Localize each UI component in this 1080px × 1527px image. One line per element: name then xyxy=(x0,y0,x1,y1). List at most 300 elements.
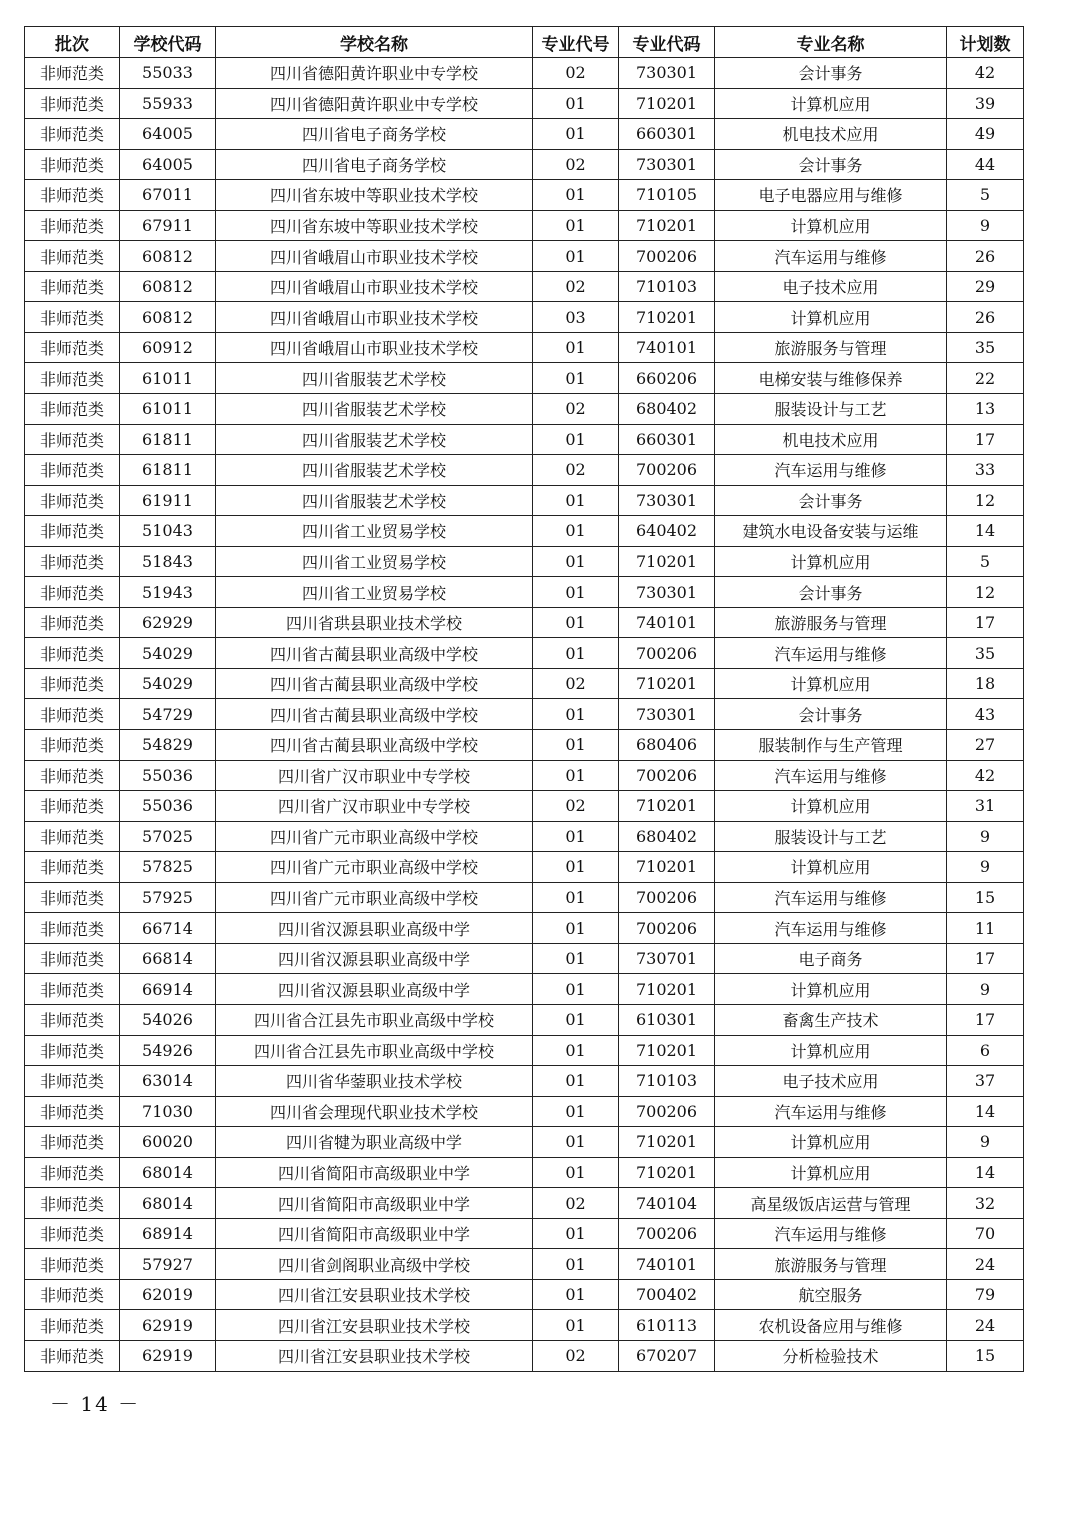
cell-batch: 非师范类 xyxy=(25,302,120,333)
cell-batch: 非师范类 xyxy=(25,149,120,180)
cell-school-code: 51943 xyxy=(120,577,216,608)
header-batch: 批次 xyxy=(25,27,120,58)
cell-major-code: 680402 xyxy=(619,821,715,852)
cell-major-code: 730301 xyxy=(619,58,715,89)
cell-plan-count: 79 xyxy=(947,1279,1024,1310)
cell-major-name: 建筑水电设备安装与运维 xyxy=(715,516,947,547)
cell-major-number: 01 xyxy=(533,882,619,913)
cell-major-name: 会计事务 xyxy=(715,699,947,730)
cell-plan-count: 32 xyxy=(947,1188,1024,1219)
cell-school-code: 60020 xyxy=(120,1127,216,1158)
cell-major-code: 700206 xyxy=(619,760,715,791)
table-row xyxy=(25,546,1024,577)
cell-major-name: 计算机应用 xyxy=(715,546,947,577)
cell-plan-count: 29 xyxy=(947,271,1024,302)
cell-major-code: 730301 xyxy=(619,149,715,180)
table-row xyxy=(25,485,1024,516)
cell-plan-count: 39 xyxy=(947,88,1024,119)
cell-batch: 非师范类 xyxy=(25,1340,120,1371)
cell-school-code: 60812 xyxy=(120,302,216,333)
cell-school-code: 67011 xyxy=(120,180,216,211)
cell-major-code: 710201 xyxy=(619,791,715,822)
cell-school-name: 四川省服装艺术学校 xyxy=(216,363,533,394)
table-row xyxy=(25,271,1024,302)
cell-major-name: 会计事务 xyxy=(715,485,947,516)
cell-major-code: 700206 xyxy=(619,913,715,944)
header-school-name: 学校名称 xyxy=(216,27,533,58)
cell-major-name: 计算机应用 xyxy=(715,791,947,822)
cell-batch: 非师范类 xyxy=(25,1035,120,1066)
cell-plan-count: 49 xyxy=(947,119,1024,150)
cell-major-code: 730301 xyxy=(619,485,715,516)
cell-major-number: 01 xyxy=(533,180,619,211)
cell-plan-count: 24 xyxy=(947,1249,1024,1280)
cell-school-name: 四川省汉源县职业高级中学 xyxy=(216,943,533,974)
cell-major-number: 01 xyxy=(533,210,619,241)
cell-plan-count: 37 xyxy=(947,1066,1024,1097)
cell-batch: 非师范类 xyxy=(25,546,120,577)
cell-batch: 非师范类 xyxy=(25,1096,120,1127)
enrollment-plan-table-container xyxy=(24,26,1023,1372)
cell-school-name: 四川省东坡中等职业技术学校 xyxy=(216,180,533,211)
cell-major-code: 710105 xyxy=(619,180,715,211)
cell-school-name: 四川省江安县职业技术学校 xyxy=(216,1310,533,1341)
table-row xyxy=(25,241,1024,272)
table-row xyxy=(25,1340,1024,1371)
cell-major-name: 计算机应用 xyxy=(715,302,947,333)
cell-school-name: 四川省德阳黄许职业中专学校 xyxy=(216,58,533,89)
cell-batch: 非师范类 xyxy=(25,821,120,852)
cell-major-name: 旅游服务与管理 xyxy=(715,332,947,363)
cell-batch: 非师范类 xyxy=(25,760,120,791)
cell-major-name: 电子技术应用 xyxy=(715,271,947,302)
cell-school-code: 55036 xyxy=(120,760,216,791)
cell-school-name: 四川省工业贸易学校 xyxy=(216,546,533,577)
cell-school-code: 55933 xyxy=(120,88,216,119)
cell-school-code: 61911 xyxy=(120,485,216,516)
cell-major-number: 01 xyxy=(533,1127,619,1158)
cell-school-code: 68914 xyxy=(120,1218,216,1249)
header-major-code: 专业代码 xyxy=(619,27,715,58)
cell-school-name: 四川省服装艺术学校 xyxy=(216,485,533,516)
cell-major-code: 640402 xyxy=(619,516,715,547)
cell-major-name: 会计事务 xyxy=(715,58,947,89)
cell-batch: 非师范类 xyxy=(25,913,120,944)
cell-batch: 非师范类 xyxy=(25,241,120,272)
cell-school-name: 四川省合江县先市职业高级中学校 xyxy=(216,1035,533,1066)
cell-school-code: 63014 xyxy=(120,1066,216,1097)
header-plan-count: 计划数 xyxy=(947,27,1024,58)
cell-major-number: 01 xyxy=(533,607,619,638)
cell-major-number: 03 xyxy=(533,302,619,333)
cell-major-name: 农机设备应用与维修 xyxy=(715,1310,947,1341)
cell-school-name: 四川省服装艺术学校 xyxy=(216,424,533,455)
cell-plan-count: 31 xyxy=(947,791,1024,822)
cell-major-number: 01 xyxy=(533,577,619,608)
cell-major-code: 680402 xyxy=(619,394,715,425)
cell-school-code: 54026 xyxy=(120,1004,216,1035)
cell-batch: 非师范类 xyxy=(25,363,120,394)
cell-major-code: 740104 xyxy=(619,1188,715,1219)
cell-major-name: 旅游服务与管理 xyxy=(715,1249,947,1280)
cell-school-name: 四川省珙县职业技术学校 xyxy=(216,607,533,638)
cell-batch: 非师范类 xyxy=(25,516,120,547)
cell-batch: 非师范类 xyxy=(25,699,120,730)
cell-school-code: 61011 xyxy=(120,394,216,425)
cell-major-code: 660301 xyxy=(619,119,715,150)
cell-batch: 非师范类 xyxy=(25,791,120,822)
cell-major-code: 660206 xyxy=(619,363,715,394)
cell-school-name: 四川省德阳黄许职业中专学校 xyxy=(216,88,533,119)
cell-major-code: 710201 xyxy=(619,1035,715,1066)
table-row xyxy=(25,363,1024,394)
cell-school-name: 四川省电子商务学校 xyxy=(216,119,533,150)
cell-batch: 非师范类 xyxy=(25,210,120,241)
cell-plan-count: 35 xyxy=(947,638,1024,669)
cell-school-code: 55036 xyxy=(120,791,216,822)
cell-major-number: 01 xyxy=(533,943,619,974)
header-major-number: 专业代号 xyxy=(533,27,619,58)
cell-plan-count: 27 xyxy=(947,730,1024,761)
enrollment-plan-table xyxy=(24,26,1024,1372)
table-row xyxy=(25,58,1024,89)
cell-plan-count: 22 xyxy=(947,363,1024,394)
cell-plan-count: 43 xyxy=(947,699,1024,730)
cell-batch: 非师范类 xyxy=(25,424,120,455)
cell-major-code: 700206 xyxy=(619,1218,715,1249)
cell-major-code: 660301 xyxy=(619,424,715,455)
table-row xyxy=(25,577,1024,608)
cell-batch: 非师范类 xyxy=(25,1279,120,1310)
cell-major-name: 汽车运用与维修 xyxy=(715,760,947,791)
table-row xyxy=(25,455,1024,486)
cell-major-number: 01 xyxy=(533,424,619,455)
cell-plan-count: 26 xyxy=(947,241,1024,272)
cell-major-code: 710103 xyxy=(619,271,715,302)
cell-major-code: 740101 xyxy=(619,607,715,638)
cell-plan-count: 9 xyxy=(947,210,1024,241)
cell-major-name: 计算机应用 xyxy=(715,1035,947,1066)
table-row xyxy=(25,791,1024,822)
table-row xyxy=(25,1096,1024,1127)
cell-school-code: 71030 xyxy=(120,1096,216,1127)
cell-plan-count: 12 xyxy=(947,577,1024,608)
cell-school-code: 68014 xyxy=(120,1157,216,1188)
cell-major-name: 服装制作与生产管理 xyxy=(715,730,947,761)
cell-major-number: 02 xyxy=(533,455,619,486)
cell-major-code: 610113 xyxy=(619,1310,715,1341)
table-row xyxy=(25,1066,1024,1097)
cell-major-name: 电梯安装与维修保养 xyxy=(715,363,947,394)
cell-school-code: 67911 xyxy=(120,210,216,241)
cell-school-code: 54829 xyxy=(120,730,216,761)
table-row xyxy=(25,943,1024,974)
cell-plan-count: 12 xyxy=(947,485,1024,516)
cell-major-code: 740101 xyxy=(619,332,715,363)
table-row xyxy=(25,1035,1024,1066)
cell-school-name: 四川省江安县职业技术学校 xyxy=(216,1279,533,1310)
cell-major-number: 01 xyxy=(533,516,619,547)
cell-batch: 非师范类 xyxy=(25,271,120,302)
cell-major-name: 计算机应用 xyxy=(715,974,947,1005)
table-row xyxy=(25,180,1024,211)
cell-school-name: 四川省峨眉山市职业技术学校 xyxy=(216,332,533,363)
cell-major-number: 02 xyxy=(533,271,619,302)
table-row xyxy=(25,302,1024,333)
cell-plan-count: 6 xyxy=(947,1035,1024,1066)
cell-plan-count: 5 xyxy=(947,180,1024,211)
cell-major-number: 01 xyxy=(533,852,619,883)
cell-batch: 非师范类 xyxy=(25,332,120,363)
cell-school-name: 四川省古蔺县职业高级中学校 xyxy=(216,730,533,761)
table-row xyxy=(25,974,1024,1005)
cell-batch: 非师范类 xyxy=(25,607,120,638)
cell-major-number: 01 xyxy=(533,974,619,1005)
cell-batch: 非师范类 xyxy=(25,88,120,119)
cell-major-name: 计算机应用 xyxy=(715,668,947,699)
cell-major-number: 01 xyxy=(533,241,619,272)
cell-batch: 非师范类 xyxy=(25,1249,120,1280)
cell-plan-count: 9 xyxy=(947,1127,1024,1158)
cell-major-code: 710201 xyxy=(619,546,715,577)
cell-major-name: 会计事务 xyxy=(715,577,947,608)
cell-batch: 非师范类 xyxy=(25,455,120,486)
cell-major-code: 700206 xyxy=(619,638,715,669)
cell-batch: 非师范类 xyxy=(25,1127,120,1158)
cell-major-number: 01 xyxy=(533,1310,619,1341)
cell-major-name: 分析检验技术 xyxy=(715,1340,947,1371)
cell-batch: 非师范类 xyxy=(25,1157,120,1188)
cell-major-name: 电子商务 xyxy=(715,943,947,974)
cell-school-name: 四川省广元市职业高级中学校 xyxy=(216,821,533,852)
cell-major-code: 710201 xyxy=(619,88,715,119)
table-row xyxy=(25,119,1024,150)
cell-major-number: 01 xyxy=(533,363,619,394)
cell-batch: 非师范类 xyxy=(25,1004,120,1035)
cell-major-number: 02 xyxy=(533,394,619,425)
cell-plan-count: 13 xyxy=(947,394,1024,425)
cell-school-code: 57825 xyxy=(120,852,216,883)
cell-major-name: 计算机应用 xyxy=(715,88,947,119)
cell-major-number: 01 xyxy=(533,1279,619,1310)
cell-plan-count: 17 xyxy=(947,607,1024,638)
cell-major-name: 服装设计与工艺 xyxy=(715,821,947,852)
cell-plan-count: 14 xyxy=(947,1096,1024,1127)
table-row xyxy=(25,1188,1024,1219)
cell-major-name: 服装设计与工艺 xyxy=(715,394,947,425)
cell-major-code: 710201 xyxy=(619,852,715,883)
cell-major-name: 会计事务 xyxy=(715,149,947,180)
cell-batch: 非师范类 xyxy=(25,1188,120,1219)
cell-plan-count: 9 xyxy=(947,852,1024,883)
cell-major-name: 汽车运用与维修 xyxy=(715,913,947,944)
cell-plan-count: 14 xyxy=(947,516,1024,547)
cell-plan-count: 42 xyxy=(947,760,1024,791)
cell-school-name: 四川省简阳市高级职业中学 xyxy=(216,1157,533,1188)
page-number: － 14 － xyxy=(50,1392,141,1416)
cell-major-name: 汽车运用与维修 xyxy=(715,638,947,669)
cell-major-name: 汽车运用与维修 xyxy=(715,455,947,486)
cell-school-code: 54029 xyxy=(120,638,216,669)
cell-school-name: 四川省峨眉山市职业技术学校 xyxy=(216,241,533,272)
header-school-code: 学校代码 xyxy=(120,27,216,58)
cell-school-code: 60912 xyxy=(120,332,216,363)
cell-major-number: 01 xyxy=(533,1066,619,1097)
cell-major-number: 01 xyxy=(533,332,619,363)
cell-batch: 非师范类 xyxy=(25,882,120,913)
cell-school-name: 四川省汉源县职业高级中学 xyxy=(216,913,533,944)
cell-school-name: 四川省会理现代职业技术学校 xyxy=(216,1096,533,1127)
cell-major-code: 700206 xyxy=(619,882,715,913)
cell-school-name: 四川省古蔺县职业高级中学校 xyxy=(216,699,533,730)
cell-school-code: 57925 xyxy=(120,882,216,913)
cell-school-name: 四川省古蔺县职业高级中学校 xyxy=(216,668,533,699)
table-row xyxy=(25,1279,1024,1310)
cell-plan-count: 35 xyxy=(947,332,1024,363)
header-major-name: 专业名称 xyxy=(715,27,947,58)
cell-major-name: 计算机应用 xyxy=(715,1157,947,1188)
cell-batch: 非师范类 xyxy=(25,1066,120,1097)
cell-major-name: 汽车运用与维修 xyxy=(715,1218,947,1249)
cell-major-code: 610301 xyxy=(619,1004,715,1035)
cell-major-number: 02 xyxy=(533,1340,619,1371)
cell-plan-count: 5 xyxy=(947,546,1024,577)
table-row xyxy=(25,668,1024,699)
cell-major-number: 01 xyxy=(533,88,619,119)
cell-major-number: 02 xyxy=(533,791,619,822)
cell-major-code: 710103 xyxy=(619,1066,715,1097)
cell-school-name: 四川省合江县先市职业高级中学校 xyxy=(216,1004,533,1035)
cell-school-code: 62929 xyxy=(120,607,216,638)
cell-batch: 非师范类 xyxy=(25,577,120,608)
cell-school-name: 四川省峨眉山市职业技术学校 xyxy=(216,271,533,302)
cell-major-code: 670207 xyxy=(619,1340,715,1371)
cell-batch: 非师范类 xyxy=(25,485,120,516)
table-row xyxy=(25,424,1024,455)
cell-school-code: 60812 xyxy=(120,241,216,272)
cell-school-code: 57927 xyxy=(120,1249,216,1280)
table-header xyxy=(25,27,1024,58)
cell-major-name: 机电技术应用 xyxy=(715,424,947,455)
cell-plan-count: 14 xyxy=(947,1157,1024,1188)
cell-school-name: 四川省古蔺县职业高级中学校 xyxy=(216,638,533,669)
cell-major-number: 02 xyxy=(533,149,619,180)
cell-major-number: 01 xyxy=(533,119,619,150)
cell-school-code: 62919 xyxy=(120,1340,216,1371)
cell-school-name: 四川省广汉市职业中专学校 xyxy=(216,791,533,822)
table-row xyxy=(25,1310,1024,1341)
cell-school-code: 68014 xyxy=(120,1188,216,1219)
cell-school-name: 四川省广元市职业高级中学校 xyxy=(216,852,533,883)
cell-major-number: 01 xyxy=(533,913,619,944)
cell-batch: 非师范类 xyxy=(25,668,120,699)
cell-major-number: 01 xyxy=(533,1249,619,1280)
cell-school-name: 四川省简阳市高级职业中学 xyxy=(216,1218,533,1249)
cell-school-code: 51843 xyxy=(120,546,216,577)
cell-plan-count: 17 xyxy=(947,1004,1024,1035)
cell-major-name: 航空服务 xyxy=(715,1279,947,1310)
cell-school-code: 61811 xyxy=(120,424,216,455)
cell-plan-count: 33 xyxy=(947,455,1024,486)
cell-major-code: 700206 xyxy=(619,455,715,486)
cell-major-code: 710201 xyxy=(619,974,715,1005)
cell-plan-count: 24 xyxy=(947,1310,1024,1341)
cell-major-code: 700206 xyxy=(619,1096,715,1127)
cell-major-number: 01 xyxy=(533,638,619,669)
cell-major-name: 汽车运用与维修 xyxy=(715,241,947,272)
cell-batch: 非师范类 xyxy=(25,974,120,1005)
cell-school-code: 62919 xyxy=(120,1310,216,1341)
table-row xyxy=(25,638,1024,669)
table-row xyxy=(25,516,1024,547)
cell-major-code: 680406 xyxy=(619,730,715,761)
cell-batch: 非师范类 xyxy=(25,638,120,669)
cell-school-name: 四川省电子商务学校 xyxy=(216,149,533,180)
cell-major-code: 710201 xyxy=(619,1127,715,1158)
cell-major-name: 电子电器应用与维修 xyxy=(715,180,947,211)
table-row xyxy=(25,730,1024,761)
cell-school-name: 四川省东坡中等职业技术学校 xyxy=(216,210,533,241)
cell-batch: 非师范类 xyxy=(25,58,120,89)
cell-plan-count: 9 xyxy=(947,974,1024,1005)
cell-school-code: 55033 xyxy=(120,58,216,89)
table-row xyxy=(25,332,1024,363)
cell-major-name: 电子技术应用 xyxy=(715,1066,947,1097)
cell-school-name: 四川省服装艺术学校 xyxy=(216,394,533,425)
cell-major-number: 01 xyxy=(533,1157,619,1188)
cell-major-number: 01 xyxy=(533,1004,619,1035)
cell-school-name: 四川省工业贸易学校 xyxy=(216,516,533,547)
cell-school-name: 四川省峨眉山市职业技术学校 xyxy=(216,302,533,333)
cell-school-name: 四川省汉源县职业高级中学 xyxy=(216,974,533,1005)
table-row xyxy=(25,607,1024,638)
cell-school-code: 54729 xyxy=(120,699,216,730)
cell-plan-count: 26 xyxy=(947,302,1024,333)
cell-batch: 非师范类 xyxy=(25,943,120,974)
cell-plan-count: 17 xyxy=(947,943,1024,974)
table-row xyxy=(25,88,1024,119)
table-row xyxy=(25,149,1024,180)
cell-plan-count: 15 xyxy=(947,1340,1024,1371)
cell-school-code: 66714 xyxy=(120,913,216,944)
cell-school-name: 四川省服装艺术学校 xyxy=(216,455,533,486)
cell-major-name: 高星级饭店运营与管理 xyxy=(715,1188,947,1219)
cell-major-code: 740101 xyxy=(619,1249,715,1280)
cell-major-number: 01 xyxy=(533,546,619,577)
cell-major-number: 01 xyxy=(533,730,619,761)
cell-major-name: 机电技术应用 xyxy=(715,119,947,150)
table-row xyxy=(25,1157,1024,1188)
table-row xyxy=(25,394,1024,425)
cell-major-number: 01 xyxy=(533,1218,619,1249)
cell-plan-count: 17 xyxy=(947,424,1024,455)
cell-plan-count: 15 xyxy=(947,882,1024,913)
cell-major-number: 02 xyxy=(533,668,619,699)
cell-batch: 非师范类 xyxy=(25,852,120,883)
cell-school-code: 62019 xyxy=(120,1279,216,1310)
cell-major-code: 730301 xyxy=(619,577,715,608)
cell-major-code: 700402 xyxy=(619,1279,715,1310)
cell-batch: 非师范类 xyxy=(25,1310,120,1341)
cell-major-number: 01 xyxy=(533,1096,619,1127)
cell-batch: 非师范类 xyxy=(25,180,120,211)
table-row xyxy=(25,210,1024,241)
cell-major-number: 01 xyxy=(533,485,619,516)
cell-school-name: 四川省华蓥职业技术学校 xyxy=(216,1066,533,1097)
cell-batch: 非师范类 xyxy=(25,1218,120,1249)
cell-major-name: 畜禽生产技术 xyxy=(715,1004,947,1035)
cell-major-name: 汽车运用与维修 xyxy=(715,882,947,913)
